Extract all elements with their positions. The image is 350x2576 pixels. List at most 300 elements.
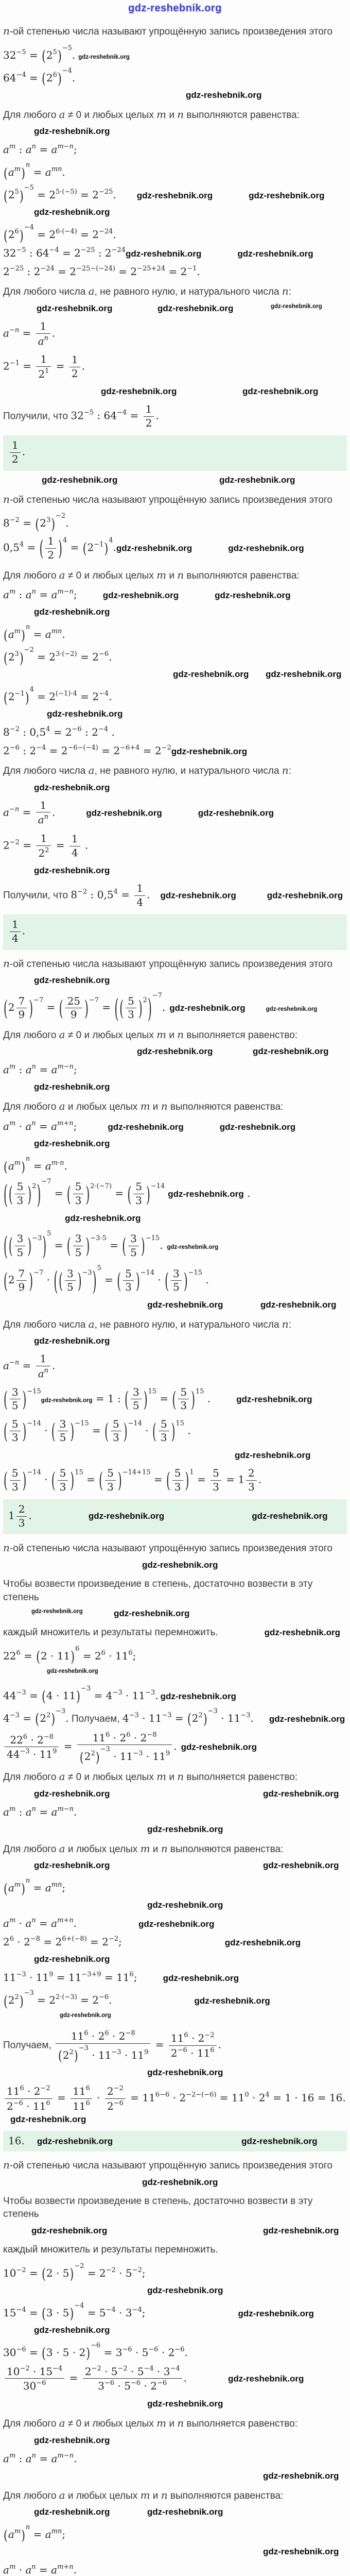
math-exponent: 6	[14, 228, 19, 236]
inline-text: выполняются равенства:	[184, 570, 300, 581]
math-number: 2	[47, 548, 55, 561]
math-number: .	[65, 517, 69, 530]
math-number: · 11	[88, 2048, 112, 2061]
math-number: · 11	[23, 2100, 46, 2113]
watermark-row	[3, 2547, 347, 2557]
math-number: 32	[3, 48, 16, 61]
paren-left: (	[79, 1749, 84, 1766]
paren-right: )	[143, 1386, 148, 1412]
paren-right: )	[146, 1181, 150, 1207]
math-number: .	[22, 446, 26, 459]
math-variable: m	[156, 568, 167, 581]
math-line	[3, 2564, 347, 2576]
watermark: gdz-reshebnik.org	[267, 890, 343, 901]
paren-left: (	[4, 1992, 8, 2010]
math-variable: a	[8, 1160, 14, 1173]
math-exponent: −14	[27, 1468, 41, 1477]
math-number: =	[19, 360, 35, 372]
math-line	[3, 1063, 347, 1076]
math-number: = 11	[127, 2092, 155, 2105]
math-number: ;	[142, 2266, 146, 2279]
math-exponent: 15	[176, 1419, 184, 1428]
math-exponent: 2	[143, 996, 147, 1005]
math-number: 16.	[8, 2134, 25, 2147]
math-exponent: m	[9, 143, 16, 151]
math-variable: a	[51, 2452, 58, 2465]
math-line	[3, 883, 347, 908]
math-number: :	[15, 1063, 26, 1076]
watermark: gdz-reshebnik.org	[42, 474, 118, 485]
math-exponent: −2	[108, 1935, 119, 1943]
math-exponent: −15	[27, 1387, 41, 1396]
inline-text: Для любого	[3, 1101, 59, 1113]
math-number: · 2	[169, 2092, 186, 2105]
watermark-row	[3, 975, 347, 986]
paren-right: )	[22, 1418, 27, 1444]
math-number: .	[62, 166, 65, 179]
inline-text: Для любого	[3, 1843, 59, 1855]
math-number: 3	[16, 1232, 24, 1245]
math-number: · 2	[249, 2092, 266, 2105]
math-number: = 2	[98, 744, 120, 757]
math-exponent: −24	[111, 246, 126, 255]
math-number: 9	[18, 1008, 25, 1021]
math-number: 3	[213, 1480, 219, 1493]
math-variable: n	[282, 1317, 289, 1330]
math-number: = 2	[77, 189, 99, 201]
math-number: 30	[23, 2380, 37, 2393]
math-number: 5	[11, 1399, 19, 1412]
math-exponent: n	[31, 1120, 36, 1128]
math-exponent: −3	[78, 2044, 89, 2052]
math-number: 2	[8, 1274, 15, 1286]
paren-left: (	[42, 2344, 46, 2362]
math-exponent: −5	[83, 409, 94, 417]
paren-left: (	[4, 688, 8, 706]
math-variable: a	[51, 1063, 58, 1076]
paren-left: (	[8, 1181, 13, 1207]
inline-text: , не равного нулю, и натурального числа	[94, 766, 282, 777]
math-exponent: −2	[56, 512, 66, 520]
watermark-row	[3, 207, 347, 218]
math-number: .	[184, 1424, 191, 1437]
math-number: =	[30, 1160, 45, 1173]
math-exponent: −n	[9, 1359, 20, 1367]
paren-right: )	[21, 1158, 25, 1175]
math-exponent: −14+15	[122, 1468, 151, 1477]
math-exponent: −4	[170, 2364, 180, 2372]
math-number: 3	[66, 1267, 74, 1280]
math-number: =	[26, 2306, 42, 2319]
paren-right: )	[147, 992, 152, 1024]
math-exponent: m	[14, 2528, 21, 2536]
paren-right: )	[25, 688, 29, 706]
math-number: 2	[46, 48, 53, 61]
watermark: gdz-reshebnik.org	[37, 2136, 113, 2146]
math-exponent: −4	[74, 2301, 84, 2310]
math-exponent: −3	[16, 1971, 26, 1979]
watermark: gdz-reshebnik.org	[86, 808, 162, 818]
watermark: gdz-reshebnik.org	[215, 590, 291, 601]
math-number: = 2	[54, 265, 76, 278]
math-exponent: 5	[52, 48, 57, 56]
math-number: 22	[10, 1733, 23, 1746]
math-exponent: −7	[89, 996, 99, 1005]
math-exponent: −14	[150, 1182, 165, 1191]
text-line	[3, 24, 347, 39]
text-line	[3, 1317, 347, 1332]
math-number: = 2	[59, 247, 81, 260]
watermark: gdz-reshebnik.org	[88, 1511, 165, 1521]
math-line	[3, 1731, 347, 1766]
math-exponent: 6	[104, 2029, 109, 2038]
math-exponent: (−1)·4	[56, 690, 77, 698]
math-number: 2	[3, 744, 10, 757]
math-exponent: 6	[106, 1731, 110, 1739]
math-number: 2	[8, 690, 15, 703]
watermark: gdz-reshebnik.org	[10, 2114, 86, 2124]
math-number: ;	[62, 1882, 66, 1894]
math-exponent: −6	[131, 2379, 141, 2387]
text-line	[3, 2416, 347, 2431]
math-exponent: −6	[36, 2379, 46, 2387]
math-exponent: m−n	[57, 1805, 74, 1813]
math-exponent: −6	[72, 725, 82, 734]
math-exponent: −3	[112, 1688, 122, 1697]
math-number: =	[52, 360, 68, 372]
paren-right: )	[135, 1268, 140, 1293]
watermark-row	[3, 669, 347, 680]
paren-right: )	[123, 1418, 128, 1444]
inline-text: Чтобы возвести произведение в степень, достаточно возвести в эту степень	[3, 1579, 313, 1603]
math-exponent: −3	[240, 1711, 251, 1719]
math-variable: a	[25, 1805, 32, 1818]
math-variable: n	[177, 108, 184, 121]
paren-right: )	[76, 1687, 80, 1705]
math-number: · 2	[109, 2030, 126, 2043]
math-variable: a	[8, 166, 14, 179]
inline-text: выполняется равенство:	[184, 1772, 297, 1783]
math-number: .	[113, 541, 116, 554]
math-exponent: 6	[128, 1649, 133, 1657]
watermark: gdz-reshebnik.org	[167, 1244, 219, 1250]
math-number: · 15	[29, 2365, 53, 2378]
math-number: 3 · 5	[46, 2306, 69, 2319]
math-number: · 11	[26, 1971, 49, 1984]
math-exponent: −4	[49, 246, 59, 255]
math-exponent: 5	[97, 1264, 101, 1273]
fraction	[10, 439, 21, 465]
watermark: gdz-reshebnik.org	[266, 669, 342, 680]
fraction	[69, 354, 80, 380]
fraction	[36, 320, 50, 347]
math-exponent: 3	[14, 650, 19, 658]
math-exponent: 2	[32, 1182, 37, 1191]
paren-left: (	[82, 539, 87, 557]
math-number: ;	[62, 2528, 66, 2541]
math-variable: a	[59, 1842, 65, 1855]
inline-text: :	[288, 286, 291, 298]
watermark: gdz-reshebnik.org	[224, 1938, 301, 1948]
math-exponent: m	[9, 588, 16, 596]
math-variable: a	[59, 1770, 65, 1783]
math-number: =	[26, 48, 42, 61]
math-number: 3	[180, 1399, 187, 1412]
math-exponent: −8	[147, 1731, 157, 1739]
math-exponent: −3	[80, 1684, 91, 1692]
math-line	[3, 1684, 347, 1705]
paren-left: (	[4, 1418, 8, 1444]
math-line	[3, 353, 347, 380]
math-number: =	[26, 2266, 42, 2279]
math-exponent: −4	[16, 71, 26, 79]
paren-right: )	[104, 539, 109, 557]
math-exponent: 9	[165, 1750, 170, 1758]
math-exponent: −4	[116, 409, 127, 417]
inline-text: ≠ 0 и любых целых	[65, 2418, 157, 2429]
fraction	[65, 1268, 76, 1294]
math-number: · 11	[105, 1649, 129, 1662]
math-variable: a	[25, 2564, 32, 2576]
watermark: gdz-reshebnik.org	[34, 2325, 110, 2335]
math-exponent: −6	[9, 744, 20, 752]
math-number: 2	[3, 839, 10, 852]
math-exponent: 4	[62, 536, 67, 545]
inline-text: Получили, что	[3, 411, 71, 422]
math-number: =	[106, 1239, 122, 1251]
math-exponent: 9	[52, 1748, 57, 1756]
math-variable: a	[59, 1028, 65, 1041]
math-exponent: n	[25, 1877, 30, 1885]
math-number: ;	[74, 143, 77, 156]
solution-content	[3, 24, 347, 2576]
math-exponent: −n	[9, 805, 20, 814]
paren-left: (	[54, 1265, 58, 1296]
math-number: .	[184, 2346, 188, 2359]
inline-text: и	[150, 1101, 161, 1113]
math-exponent: −25+24	[137, 265, 165, 273]
math-number: 2	[3, 360, 10, 372]
math-number: · 2	[24, 2085, 41, 2098]
math-number: = 2	[139, 744, 162, 757]
paren-left: (	[4, 1158, 8, 1175]
watermark: gdz-reshebnik.org	[137, 1046, 213, 1057]
inline-text: ≠ 0 и любых целых	[65, 1772, 157, 1783]
math-variable: n	[161, 2488, 168, 2501]
math-exponent: 9	[144, 2048, 149, 2056]
paren-left: (	[4, 165, 8, 181]
math-number: =	[19, 1360, 34, 1372]
watermark: gdz-reshebnik.org	[249, 191, 325, 201]
math-exponent: −1	[94, 540, 104, 549]
math-number: 5	[174, 1467, 181, 1480]
math-number: ·	[142, 1424, 152, 1437]
math-number: 3 · 5 · 2	[46, 2346, 86, 2359]
fraction	[69, 833, 80, 859]
math-number: 2	[191, 1711, 199, 1724]
math-number: = 3	[100, 2346, 122, 2359]
paren-right: )	[57, 70, 62, 87]
inline-text: :	[288, 766, 291, 777]
math-number: · 11	[138, 1711, 162, 1724]
math-variable: a	[51, 1120, 58, 1133]
math-number: 5	[75, 1246, 82, 1259]
watermark: gdz-reshebnik.org	[34, 2435, 110, 2445]
math-exponent: n	[31, 1917, 36, 1925]
math-number: : 2	[19, 744, 37, 757]
math-variable: a	[59, 568, 65, 581]
watermark: gdz-reshebnik.org	[186, 90, 262, 100]
fraction	[10, 919, 21, 944]
math-exponent: −3	[20, 1748, 30, 1756]
watermark-row	[3, 1300, 347, 1311]
math-line	[3, 1265, 347, 1294]
math-number: 2	[8, 228, 15, 241]
text-line	[3, 2243, 347, 2257]
paren-right: )	[92, 1265, 97, 1296]
fraction	[16, 1503, 27, 1529]
math-exponent: −6	[122, 2345, 132, 2353]
math-number: .	[113, 228, 116, 241]
math-number: .	[250, 1711, 254, 1724]
math-line	[3, 265, 347, 278]
text-line	[3, 764, 347, 778]
math-number: 3	[11, 1385, 19, 1398]
math-exponent: −4	[62, 66, 72, 75]
paren-right: )	[42, 1230, 47, 1262]
paren-left: (	[39, 536, 44, 561]
math-exponent: −3	[82, 1269, 92, 1277]
fraction	[45, 535, 56, 561]
math-number: .	[52, 1360, 56, 1372]
math-exponent: −3	[162, 1711, 172, 1719]
paren-right: )	[37, 1178, 41, 1210]
fraction	[56, 2029, 150, 2064]
math-exponent: 6	[20, 2084, 24, 2093]
math-exponent: −14	[27, 1419, 41, 1428]
math-number: 2	[62, 2048, 69, 2061]
math-exponent: n	[25, 2523, 30, 2532]
fraction	[5, 1733, 59, 1761]
math-number: 1	[40, 799, 47, 811]
math-exponent: −5	[16, 48, 26, 56]
paren-left: (	[4, 649, 8, 667]
math-number: ·	[15, 1120, 26, 1133]
math-number: 2	[170, 2046, 178, 2059]
math-exponent: n	[25, 161, 30, 170]
watermark-row	[3, 709, 347, 720]
math-number: =	[89, 1424, 104, 1437]
math-variable: a	[3, 2564, 9, 2576]
math-number: 2	[18, 1503, 25, 1516]
watermark: gdz-reshebnik.org	[147, 2067, 223, 2078]
paren-left: (	[117, 1268, 121, 1293]
math-exponent: −4	[144, 2364, 154, 2372]
math-variable: a	[88, 764, 95, 777]
math-variable: a	[3, 1120, 9, 1133]
math-line	[3, 1936, 347, 1948]
math-number: =	[60, 1740, 76, 1753]
math-variable: m	[156, 1770, 167, 1783]
math-variable: m	[140, 1842, 150, 1855]
math-number: = 11	[101, 1971, 130, 1984]
math-exponent: −2	[132, 2266, 142, 2274]
watermark: gdz-reshebnik.org	[78, 54, 130, 60]
math-line	[3, 535, 347, 561]
paren-left: (	[66, 1233, 71, 1259]
math-variable: m	[156, 2416, 167, 2429]
math-number: 2 · 11	[41, 1649, 71, 1662]
math-number: =	[19, 1711, 35, 1724]
math-number: =	[83, 1473, 99, 1486]
math-variable: a	[3, 2452, 9, 2465]
watermark: gdz-reshebnik.org	[142, 2177, 218, 2187]
math-variable: a	[25, 1120, 32, 1133]
math-number: · 3	[153, 2365, 170, 2378]
watermark-row	[3, 1860, 347, 1871]
math-number: · 2	[110, 1731, 127, 1744]
math-number: : 0,5	[19, 726, 46, 739]
math-number: =	[24, 541, 39, 554]
paren-right: )	[27, 1233, 32, 1259]
math-number: =	[43, 1001, 59, 1014]
watermark: gdz-reshebnik.org	[264, 1628, 340, 1638]
math-number: 7	[18, 1267, 25, 1280]
paren-left: (	[4, 1468, 8, 1493]
math-exponent: m	[9, 1805, 16, 1813]
math-number: =	[36, 2452, 51, 2465]
math-exponent: −24	[40, 265, 55, 273]
paren-left: (	[152, 1418, 156, 1444]
paren-left: (	[51, 1418, 56, 1444]
math-exponent: n	[25, 623, 30, 632]
math-number: ·	[93, 2092, 104, 2105]
math-number: = 2	[33, 690, 56, 703]
watermark: gdz-reshebnik.org	[147, 1299, 223, 1310]
inline-text: Для любого числа	[3, 766, 89, 777]
watermark: gdz-reshebnik.org	[60, 2012, 111, 2019]
watermark: gdz-reshebnik.org	[160, 890, 236, 901]
inline-text: и	[150, 1843, 161, 1855]
paren-left: (	[4, 1178, 8, 1210]
math-number: .	[204, 1392, 211, 1405]
math-exponent: 4	[19, 540, 24, 549]
math-line	[3, 623, 347, 643]
math-exponent: m−n	[57, 143, 74, 151]
math-exponent: −3	[100, 1745, 110, 1754]
math-number: 4 · 11	[46, 1689, 76, 1702]
math-number: =	[156, 1392, 172, 1405]
math-line	[3, 143, 347, 156]
math-number: 5	[160, 1417, 167, 1430]
math-number: .	[183, 2371, 187, 2384]
math-number: 0,5	[3, 541, 20, 554]
math-exponent: 6	[9, 1935, 14, 1943]
math-number: 32	[3, 247, 16, 260]
paren-right: )	[138, 995, 143, 1021]
math-number: 2	[107, 2100, 114, 2113]
watermark: gdz-reshebnik.org	[171, 747, 248, 757]
watermark: gdz-reshebnik.org	[47, 1668, 98, 1674]
math-number: 3	[172, 1267, 180, 1280]
math-number: .	[218, 2038, 221, 2051]
math-exponent: −4	[106, 2306, 116, 2314]
math-exponent: −n	[9, 326, 20, 334]
inline-text: , не равного нулю, и натурального числа	[94, 1319, 282, 1330]
math-number: 3	[248, 1480, 255, 1493]
math-number: = 2	[33, 1994, 56, 2007]
math-number: 2	[87, 541, 94, 554]
